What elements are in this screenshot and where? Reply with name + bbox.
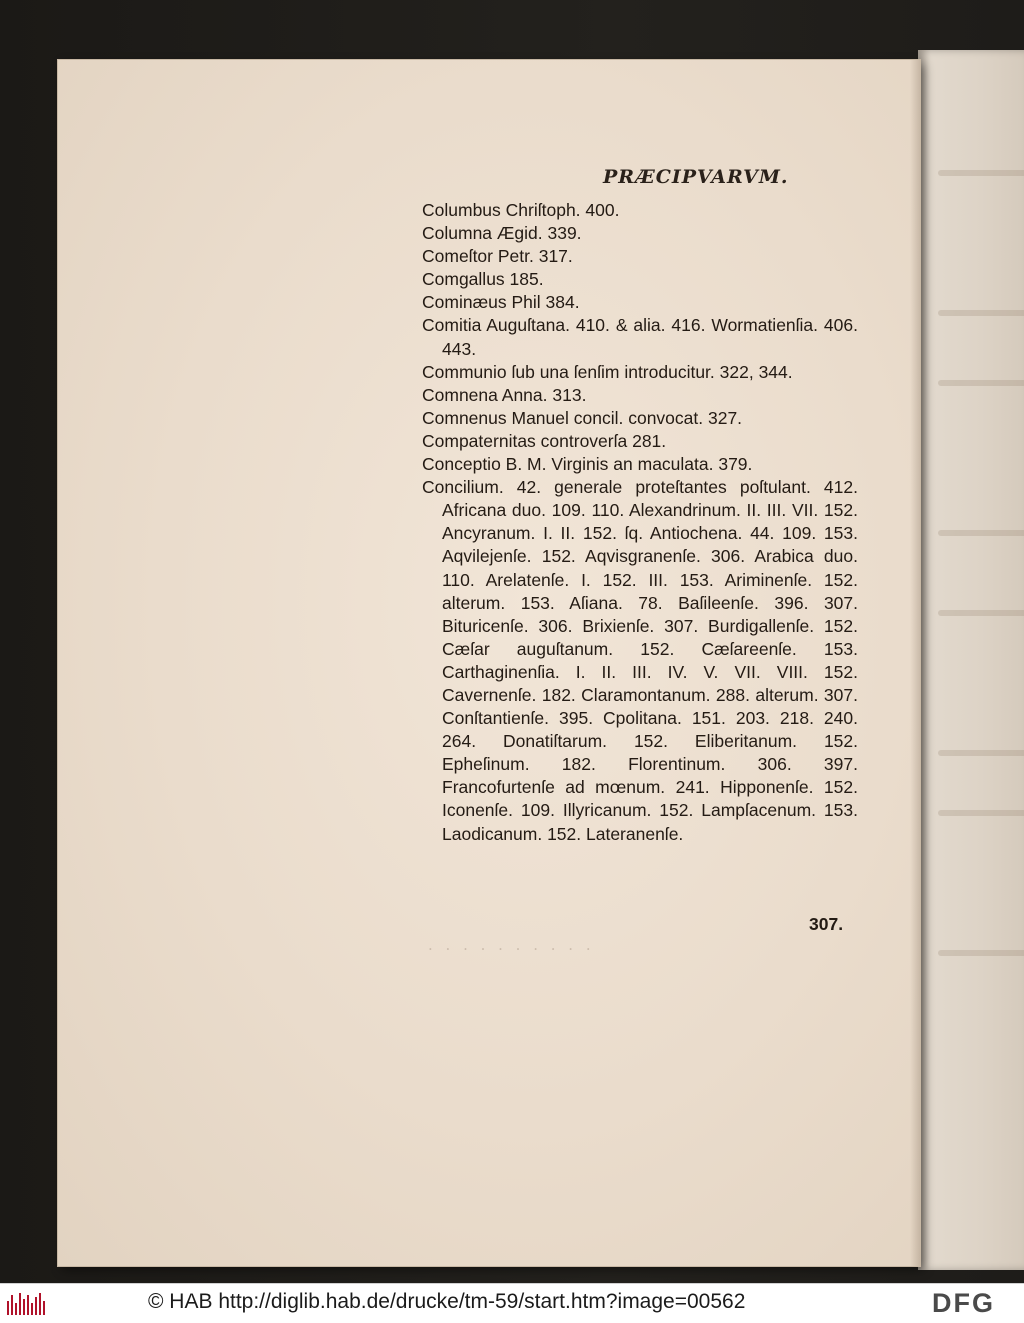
footer-bar: [0, 1283, 1024, 1323]
running-head: PRÆCIPVARVM.: [603, 166, 789, 188]
index-entry: Columna Ægid. 339.: [422, 223, 582, 244]
book-page: [58, 60, 920, 1266]
dfg-logo-icon: DFG: [932, 1288, 995, 1318]
index-entries: [422, 199, 858, 846]
index-entry: Compaternitas controverſa 281.: [422, 430, 667, 451]
index-entry: Comnenus Manuel concil. convocat. 327.: [422, 407, 743, 428]
index-entry: Conceptio B. M. Virginis an maculata. 379.: [422, 454, 753, 475]
index-entry: Comitia Auguſtana. 410. & alia. 416. Wormatienſia. 406. 443.: [422, 315, 858, 359]
index-entry: Columbus Chriſtoph. 400.: [422, 200, 620, 220]
index-entry: Comgallus 185.: [422, 269, 544, 290]
show-through-bleed: · · · · · · · · · ·: [428, 940, 595, 958]
index-entry: Cominæus Phil 384.: [422, 292, 580, 313]
index-entry: Communio ſub una ſenſim introducitur. 322, 344.: [422, 361, 793, 382]
hab-logo-icon: [7, 1293, 47, 1315]
footer-url-link[interactable]: © HAB http://diglib.hab.de/drucke/tm-59/start.htm?image=00562: [148, 1290, 746, 1313]
page-shadow-edge: [910, 60, 920, 1266]
index-entry: Comnena Anna. 313.: [422, 384, 587, 405]
facing-page-edge: [918, 50, 1024, 1270]
index-entry: Concilium. 42. generale proteſtantes poſtulant. 412. Africana duo. 109. 110. Alexandrinum. II. III. VII. 152. Ancyranum. I. II. 152. ſq. Antiochena. 44. 109. 153. Aqvilejenſe. 152. Aqvisgranenſe. 306. Arabica duo. 110. Arelatenſe. I. 152. III. 153. Ariminenſe. 152. alterum. 153. Aſiana. 78. Baſileenſe. 396. 307. Bituricenſe. 306. Brixienſe. 307. Burdigallenſe. 152. Cæſar auguſtanum. 152. Cæſareenſe. 153. Carthaginenſia. I. II. III. IV. V. VII. VIII. 152. Cavernenſe. 182. Claramontanum. 288. alterum. 307. Conſtantienſe. 395. Cpolitana. 151. 203. 218. 240. 264. Donatiſtarum. 152. Eliberitanum. 152. Epheſinum. 182. Florentinum. 306. 397. Francofurtenſe ad mœnum. 241. Hipponenſe. 152. Iconenſe. 109. Illyricanum. 152. Lampſacenum. 153. Laodicanum. 152. Lateranenſe.: [422, 477, 858, 844]
index-entry: Comeſtor Petr. 317.: [422, 246, 573, 267]
entry-tail-number: 307.: [809, 914, 844, 934]
